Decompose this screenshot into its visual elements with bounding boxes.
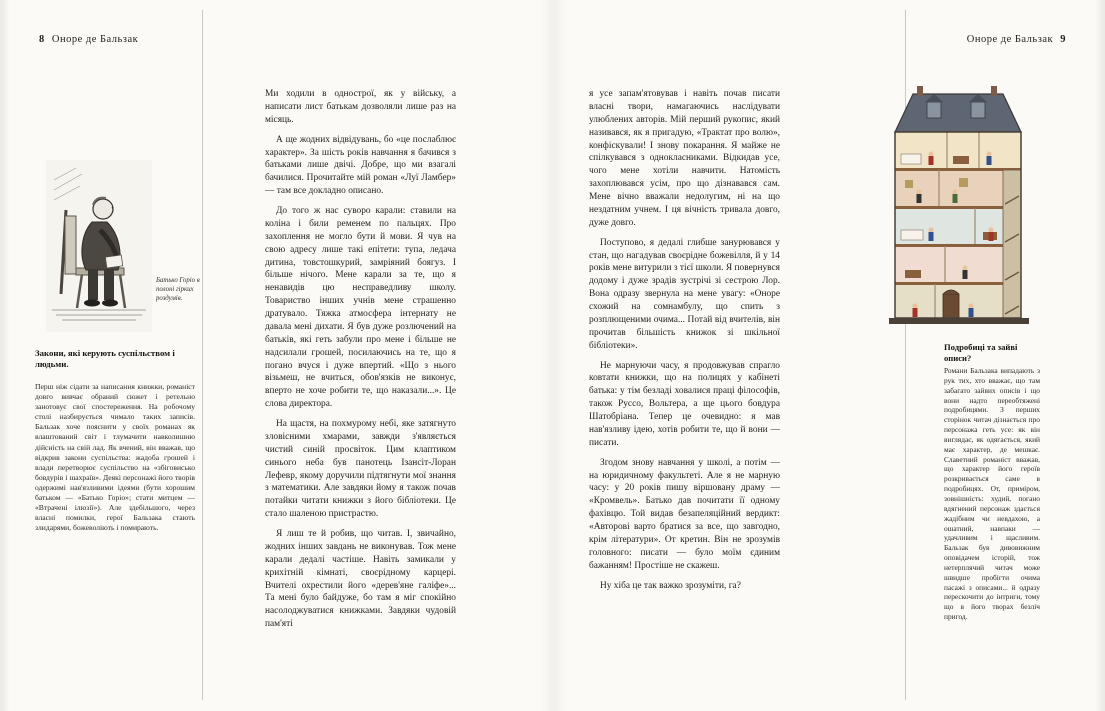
paragraph: Ми ходили в однострої, як у війську, а написати лист батькам дозволяли лише раз на місяць. (265, 89, 456, 125)
left-sidebar-rule (202, 10, 203, 700)
boarding-house-cross-section-illustration (875, 84, 1041, 334)
paragraph: я усе запам'ятовував і навіть почав писати власні твори, намагаючись наслідувати улюблених авторів. Мій перший рукопис, який називався, як я пригадую, «Трактат про волю», конфіскували! І знову покарання. Я майже не спілкувався з однокласниками. Відкидав усе, чого мене хотіли навчити. Натомість захоплювався усім, про що дізнавався сам. Мене вічно вважали недолугим, ні на що нездатним учнем. І ця вічність тривала довго, дуже довго. (589, 89, 780, 228)
right-sidebar-body: Романи Бальзака випадають з рук тих, хто вважає, що там забагато зайвих описів і що вони надто переобтяжені подробицями. З перших сторінок читач дізнається про персонажа геть усе: як він виглядає, як одягається, який має характер, де мешкає. Славетний романіст вважав, що характер його героїв розкривається саме в подробицях. От, приміром, зовнішність: худий, погано вдягнений персонаж здається жадібним чи невдахою, а ошатний, навпаки — удачливим і щасливим. Бальзак був дивовижним оповідачем історій, тож нетерплячий читач може швидше пробігти очима пасажі з описами... й одразу перескочити до інтриги, тому що в його творах безліч пригод. (944, 366, 1040, 622)
running-head-right (967, 34, 1070, 45)
spread-gutter (540, 0, 566, 711)
page-edge-shadow-left (0, 0, 10, 711)
page-number-left: 8 (39, 34, 45, 45)
page-edge-shadow-right (1095, 0, 1105, 711)
goriot-engraving-svg (46, 160, 152, 332)
paragraph: Згодом знову навчання у школі, а потім — на юридичному факультеті. Але я не марную часу: у 20 років пишу віршовану драму — «Кромвель». Батько дав почитати її одному фахівцю. Той видав безапеляційний вердикт: «Авторові варто братися за все, що завгодно, крім літератури». От кретин. Він не зрозумів головного: писати — було моїм єдиним бажанням! Простіше не скажеш. (589, 457, 780, 571)
running-title-right: Оноре де Бальзак (966, 34, 1054, 45)
paragraph: На щастя, на похмурому небі, яке затягнуто зловісними хмарами, завжди з'являється чистий синій просвіток. Цим клаптиком синього неба був панотець Ізансіт-Лоран Лефевр, якому доручили підтягнути мої знання з математики. Але завдяки йому я також почав потайки читати книжки з його бібліотеки. Це стало шаленою пристрастю. (265, 419, 456, 520)
paragraph: Ну хіба це так важко зрозуміти, га? (600, 580, 741, 591)
paragraph: Не марнуючи часу, я продовжував спрагло ковтати книжки, що на полицях у кабінеті батька: у тім безладі ховалися праці філософів, також Руссо, Вольтера, а ще цього бовдура Шатобріана. Тепер це очевидно: я мав нав'язливу ідею, хотів робити те, що й вони — писати. (589, 360, 780, 448)
left-sidebar-heading: Закони, які керують суспільством і людьми. (35, 348, 175, 370)
goriot-engraving-illustration (46, 160, 152, 332)
running-head-left (35, 34, 138, 45)
main-column-left (265, 88, 456, 666)
paragraph: Поступово, я дедалі глибше занурювався у стан, що нагадував своєрідне божевілля, й у 14 років мене витурили з тієї школи. Я повернувся додому і дуже зрадів зустрічі зі сестрою Лор. Вона одразу звернула на мене увагу: «Оноре схожий на сомнамбулу, що спить з розплющеними очима... Потай від вчителів, він прочитав більшість книжок зі шкільної бібліотеки». (589, 237, 780, 351)
page-number-right: 9 (1060, 34, 1066, 45)
running-title-left: Оноре де Бальзак (51, 34, 139, 45)
right-sidebar-heading: Подробиці та зайві описи? (944, 342, 1018, 364)
boarding-house-svg (875, 84, 1041, 334)
main-column-right (589, 88, 780, 666)
left-sidebar-body: Перш ніж сідати за написання книжки, романіст довго вивчає обраний сюжет і ретельно занотовує свої спостереження. На робочому столі назбирується чимало таких записів. Бальзак хоче пояснити у своїх романах як влаштований світ і тлумачити навколишню дійсність на свій лад. Як вчений, він вважав, що відкрив закони суспільства: жадоба грошей і влади перетворює суспільство на «збіговисько бовдурів і шахраїв». Деякі персонажі його творів одержимі нав'язливими ідеями (бути хорошим батьком — «Батько Горіо»; стати митцем — «Втрачені ілюзії»). Але здебільшого, через власні помилки, герої Бальзака стають злидарями, божеволіють і помирають. (35, 382, 195, 533)
paragraph: А ще жодних відвідувань, бо «це послаблює характер». За шість років навчання я бачився з батьками лише двічі. Добре, що ми взагалі бачилися. Прочитайте мій роман «Луї Ламбер» — там все докладно описано. (265, 134, 456, 197)
engraving-caption: Батько Горіо в полоні гірких роздумів. (156, 277, 200, 303)
paragraph: До того ж нас суворо карали: ставили на коліна і били ременем по пальцях. Про захоплення не могло бути й мови. Я чув на свою адресу лише такі епітети: тупа, ледача дитина, товстошкурий, замріяний боягуз. І більше нічого. Мене карали за те, що я ненавидів цю несправедливу школу. Товариство інших учнів мене страшенно дратувало. Тяжка атмосфера інтернату не давала мені дихати. Я був дуже розлючений на батьків, які геть забули про мене і більше не надсилали грошей, посилаючись на те, що я погано вчуся і дуже впертий. «Що з нього візьмеш, не вчиться, обов'язків не виконує, вперто не хоче робити те, що наказали...». Це слова директора. (265, 206, 456, 410)
paragraph: Я лиш те й робив, що читав. І, звичайно, жодних інших завдань не виконував. Тож мене карали дедалі частіше. Навіть замикали у крихітній кімнаті, своєрідному карцері. Вчителі охрестили його «дерев'яне галіфе»... Та мені було байдуже, бо там я міг спокійно насолоджуватися книжками. Завдяки чудовій пам'яті (265, 529, 456, 630)
